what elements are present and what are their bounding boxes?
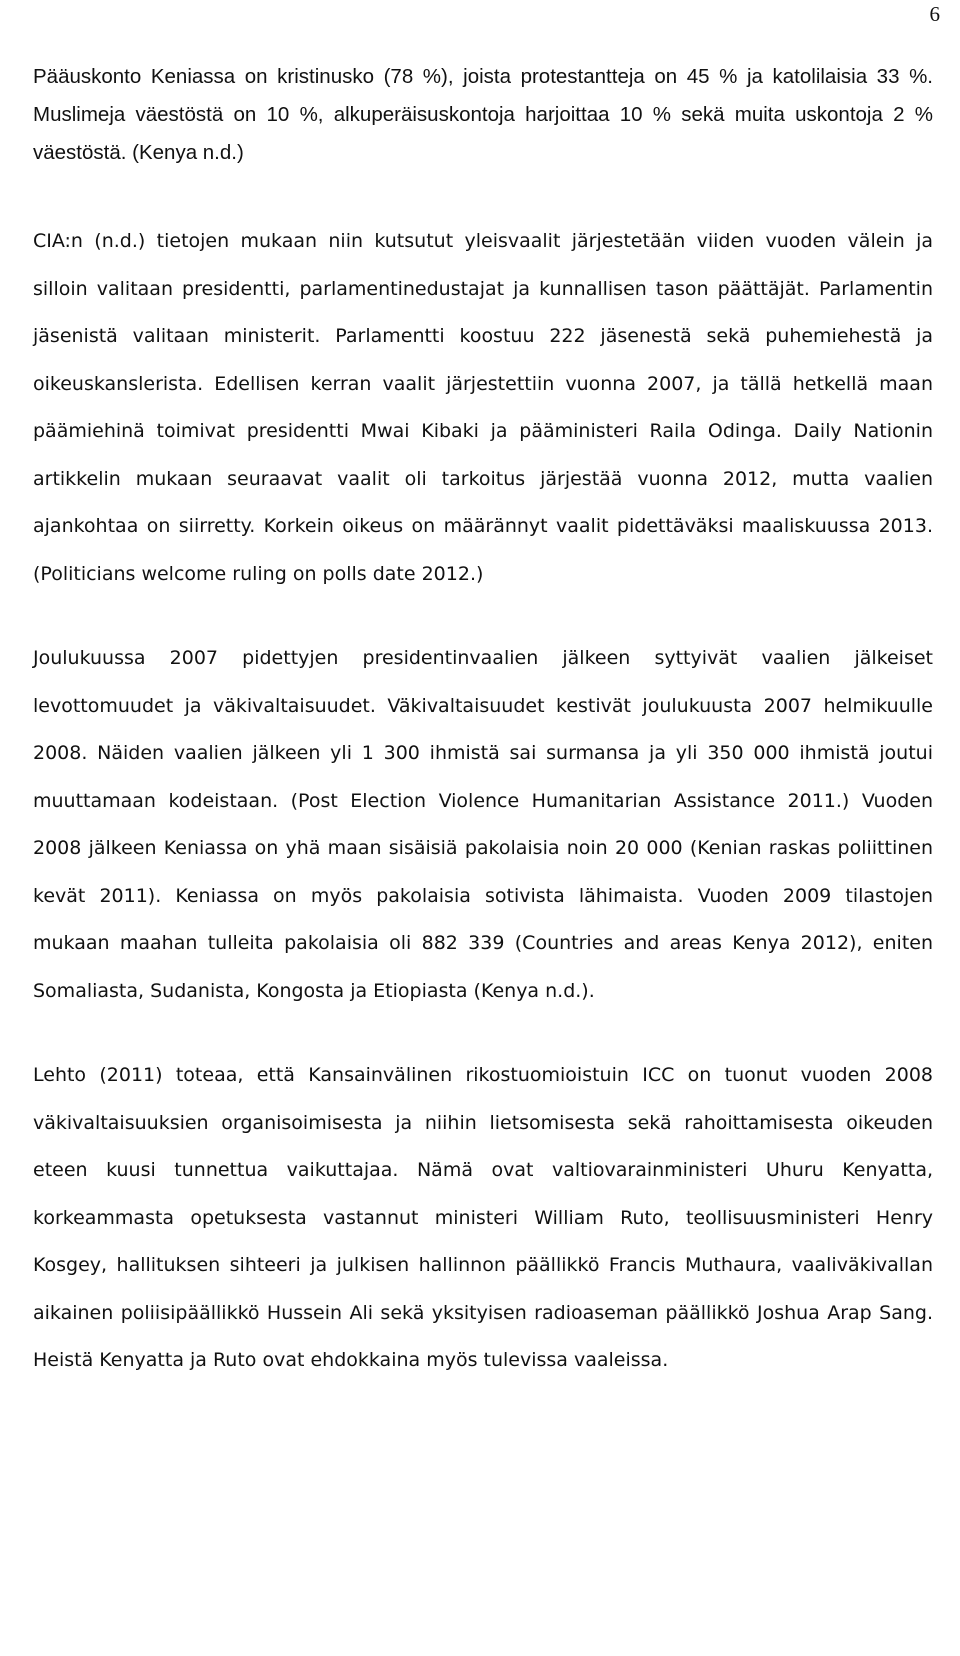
- paragraph-elections: CIA:n (n.d.) tietojen mukaan niin kutsutut yleisvaalit järjestetään viiden vuoden välein ja silloin valitaan presidentti, parlamentinedustajat ja kunnallisen tason päättäjät. Parlamentin jäsenistä valitaan ministerit. Parlamentti koostuu 222 jäsenestä sekä puhemiehestä ja oikeuskanslerista. Edellisen kerran vaalit järjestettiin vuonna 2007, ja tällä hetkellä maan päämiehinä toimivat presidentti Mwai Kibaki ja pääministeri Raila Odinga. Daily Nationin artikkelin mukaan seuraavat vaalit oli tarkoitus järjestää vuonna 2012, mutta vaalien ajankohtaa on siirretty. Korkein oikeus on määrännyt vaalit pidettäväksi maaliskuussa 2013. (Politicians welcome ruling on polls date 2012.): [33, 230, 933, 585]
- paragraph-religion: Pääuskonto Keniassa on kristinusko (78 %), joista protestantteja on 45 % ja katolilaisia 33 %. Muslimeja väestöstä on 10 %, alkuperäisuskontoja harjoittaa 10 % sekä muita uskontoja 2 % väestöstä. (Kenya n.d.): [33, 65, 933, 164]
- paragraph-post-election-violence: Joulukuussa 2007 pidettyjen presidentinvaalien jälkeen syttyivät vaalien jälkeiset levottomuudet ja väkivaltaisuudet. Väkivaltaisuudet kestivät joulukuusta 2007 helmikuulle 2008. Näiden vaalien jälkeen yli 1 300 ihmistä sai surmansa ja yli 350 000 ihmistä joutui muuttamaan kodeistaan. (Post Election Violence Humanitarian Assistance 2011.) Vuoden 2008 jälkeen Keniassa on yhä maan sisäisiä pakolaisia noin 20 000 (Kenian raskas poliittinen kevät 2011). Keniassa on myös pakolaisia sotivista lähimaista. Vuoden 2009 tilastojen mukaan maahan tulleita pakolaisia oli 882 339 (Countries and areas Kenya 2012), eniten Somaliasta, Sudanista, Kongosta ja Etiopiasta (Kenya n.d.).: [33, 647, 933, 1002]
- paragraph-icc: Lehto (2011) toteaa, että Kansainvälinen rikostuomioistuin ICC on tuonut vuoden 2008 väkivaltaisuuksien organisoimisesta ja niihin lietsomisesta sekä rahoittamisesta oikeuden eteen kuusi tunnettua vaikuttajaa. Nämä ovat valtiovarainministeri Uhuru Kenyatta, korkeammasta opetuksesta vastannut ministeri William Ruto, teollisuusministeri Henry Kosgey, hallituksen sihteeri ja julkisen hallinnon päällikkö Francis Muthaura, vaaliväkivallan aikainen poliisipäällikkö Hussein Ali sekä yksityisen radioaseman päällikkö Joshua Arap Sang. Heistä Kenyatta ja Ruto ovat ehdokkaina myös tulevissa vaaleissa.: [33, 1064, 933, 1371]
- document-body: [33, 58, 933, 1385]
- page-number: 6: [929, 2, 940, 26]
